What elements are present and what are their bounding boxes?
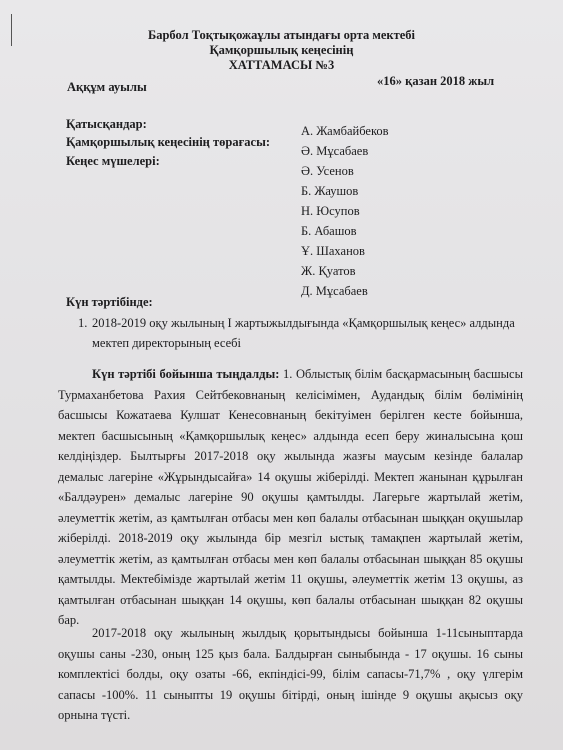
attendee-name: Н. Юсупов [301,204,360,218]
paragraph-text: 1. Облыстық білім басқармасының басшысы Турмаханбетова Рахия Сейтбековнаның келісімімен, Аудандық білім бөлімінің басшысы Кожатаева Кулшат Кенесовнаның бекітуімен берілген кесте бойынша, мектеп басшысының «Қамқоршылық кеңес» алдында есеп беру жиналысына қош келдіңіздер. Былтырғы 2017-2018 оқу жылында жазғы маусым кезінде балалар демалыс лагеріне «Жұрындысайға» 14 оқушы жіберілді. Мектеп жанынан құрылған «Балдәурен» демалыс лагеріне 90 оқушы қамтылды. Лагерьге жартылай жетім, әлеуметтік жетім, аз қамтылған отбасы мен көп балалы отбасынан шыққан оқушылар жіберілді. 2018-2019 оқу жылында бір мезгіл ыстық тамақпен жартылай жетім, әлеуметтік жетім, аз қамтылған отбасы мен көп балалы отбасынан шыққан 85 оқушы қамтылды. Мектебімізде жартылай жетім 11 оқушы, әлеуметтік жетім 13 оқушы, аз қамтылған отбасынан шыққан 14 оқушы, көп балалы отбасынан шыққан 82 оқушы бар. [58,367,523,627]
body-paragraph [58,364,523,631]
agenda-item [78,313,518,353]
date: «16» қазан 2018 жыл [377,74,495,88]
agenda-label: Күн тәртібінде: [66,295,153,309]
attendee-name: Ә. Мұсабаев [301,144,369,158]
document-title: ХАТТАМАСЫ №3 [228,58,335,72]
agenda-item-number: 1. [78,316,88,330]
attendee-name: Д. Мұсабаев [301,284,368,298]
body-paragraph [58,623,523,726]
members-label: Кеңес мүшелері: [66,154,160,168]
attendee-name: Б. Абашов [301,224,357,238]
paragraph-text: 2017-2018 оқу жылының жылдық қорытындысы бойынша 1-11сыныптарда оқушы саны -230, оның 125 қыз бала. Балдырған сыныбында - 17 оқушы. 16 сыны комплектісі болды, оқу озаты -66, екпіндісі-99, білім сапасы-71,7% , оқу үлгерім сапасы -100%. 11 сыныпты 19 оқушы бітірді, оның ішінде 9 оқушы ақысыз оқу орнына түсті. [58,626,523,722]
agenda-item-text: 2018-2019 оқу жылының І жартыжылдығында «Қамқоршылық кеңес» алдында мектеп директорының есебі [92,316,515,350]
participants-label: Қатысқандар: [66,117,147,131]
attendee-name: Б. Жаушов [301,184,359,198]
attendee-list [301,121,389,301]
place: Аққұм ауылы [67,80,147,94]
agenda-list [78,313,518,353]
chair-label: Қамқоршылық кеңесінің төрағасы: [66,135,270,149]
council-name: Қамқоршылық кеңесінің [209,43,354,57]
school-name: Барбол Тоқтықожаұлы атындағы орта мектебі [147,28,416,42]
attendee-name: Ә. Усенов [301,164,354,178]
attendee-name: Ұ. Шаханов [301,244,365,258]
heard-label: Күн тәртібі бойынша тыңдалды: [92,367,280,381]
attendee-name: Ж. Қуатов [301,264,356,278]
attendee-name: А. Жамбайбеков [301,124,389,138]
